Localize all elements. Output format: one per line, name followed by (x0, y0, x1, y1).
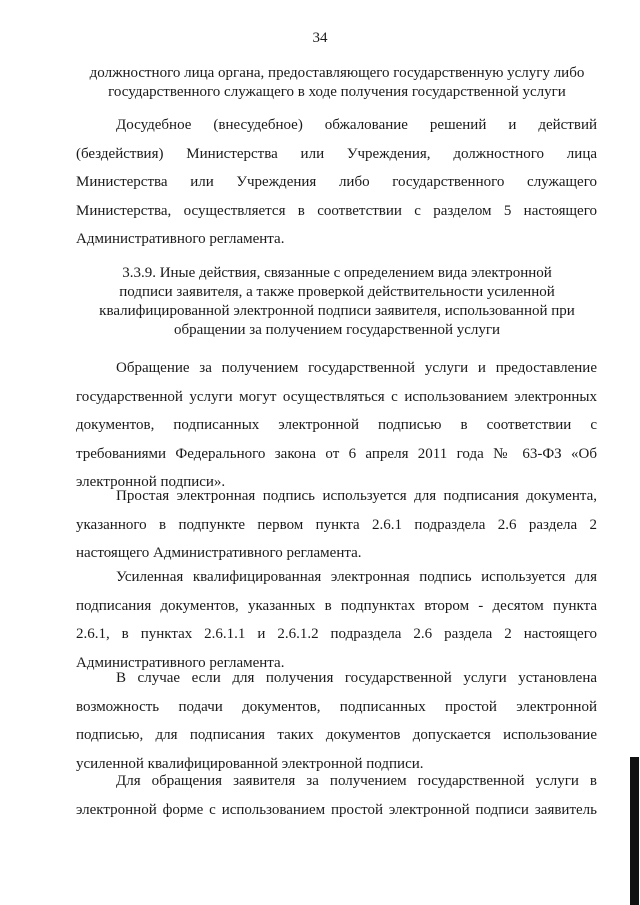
text-line: документов, подписанных электронной подписью в соответствии с (76, 417, 597, 433)
text-line: подписания документов, указанных в подпунктах втором - десятом пункта (76, 597, 597, 614)
text-line: Простая электронная подпись используется для подписания документа, (116, 488, 597, 504)
paragraph-signature-case (76, 664, 597, 778)
paragraph-applicant-request (76, 767, 597, 824)
text-line: В случае если для получения государственной услуги установлена (116, 670, 597, 686)
paragraph-qualified-signature (76, 563, 597, 677)
heading-line: подписи заявителя, а также проверкой действительности усиленной (119, 284, 555, 300)
text-line: подписью, для подписания таких документов допускается использование (76, 727, 597, 743)
heading-line: квалифицированной электронной подписи заявителя, использованной при (99, 303, 575, 319)
text-line: электронной подписи». (76, 474, 226, 490)
heading-line: государственного служащего в ходе получения государственной услуги (108, 84, 566, 100)
page-number: 34 (312, 30, 328, 46)
text-line: Усиленная квалифицированная электронная подпись используется для (116, 569, 597, 585)
text-line: Министерства или Учреждения либо государственного служащего (76, 174, 597, 190)
text-line: усиленной квалифицированной электронной подписи. (76, 755, 424, 772)
text-line: (бездействия) Министерства или Учреждения, должностного лица (76, 145, 597, 162)
text-line: государственной услуги могут осуществляться с использованием электронных (76, 388, 597, 405)
text-line: Для обращения заявителя за получением государственной услуги в (116, 773, 597, 789)
text-line: возможность подачи документов, подписанных простой электронной (76, 698, 597, 715)
text-line: Административного регламента. (76, 654, 285, 671)
text-line: Министерства, осуществляется в соответствии с разделом 5 настоящего (76, 202, 597, 219)
text-line: электронной форме с использованием простой электронной подписи заявитель (76, 801, 597, 818)
heading-top (76, 64, 598, 102)
paragraph-appeal (76, 111, 597, 254)
paragraph-electronic-documents (76, 354, 597, 497)
heading-line: должностного лица органа, предоставляющего государственную услугу либо (89, 65, 585, 81)
section-heading-3-3-9 (76, 264, 598, 340)
text-line: Обращение за получением государственной услуги и предоставление (116, 360, 597, 376)
text-line: указанного в подпункте первом пункта 2.6.1 подраздела 2.6 раздела 2 (76, 516, 597, 533)
heading-line: 3.3.9. Иные действия, связанные с определением вида электронной (122, 265, 552, 281)
text-line: Административного регламента. (76, 231, 285, 247)
scan-margin-bar (630, 757, 639, 905)
heading-line: обращении за получением государственной услуги (173, 322, 501, 338)
paragraph-simple-signature (76, 482, 597, 568)
text-line: настоящего Административного регламента. (76, 545, 362, 561)
text-line: требованиями Федерального закона от 6 апреля 2011 года № 63-ФЗ «Об (76, 445, 597, 462)
text-line: Досудебное (внесудебное) обжалование решений и действий (116, 117, 597, 133)
text-line: 2.6.1, в пунктах 2.6.1.1 и 2.6.1.2 подраздела 2.6 раздела 2 настоящего (76, 626, 597, 642)
